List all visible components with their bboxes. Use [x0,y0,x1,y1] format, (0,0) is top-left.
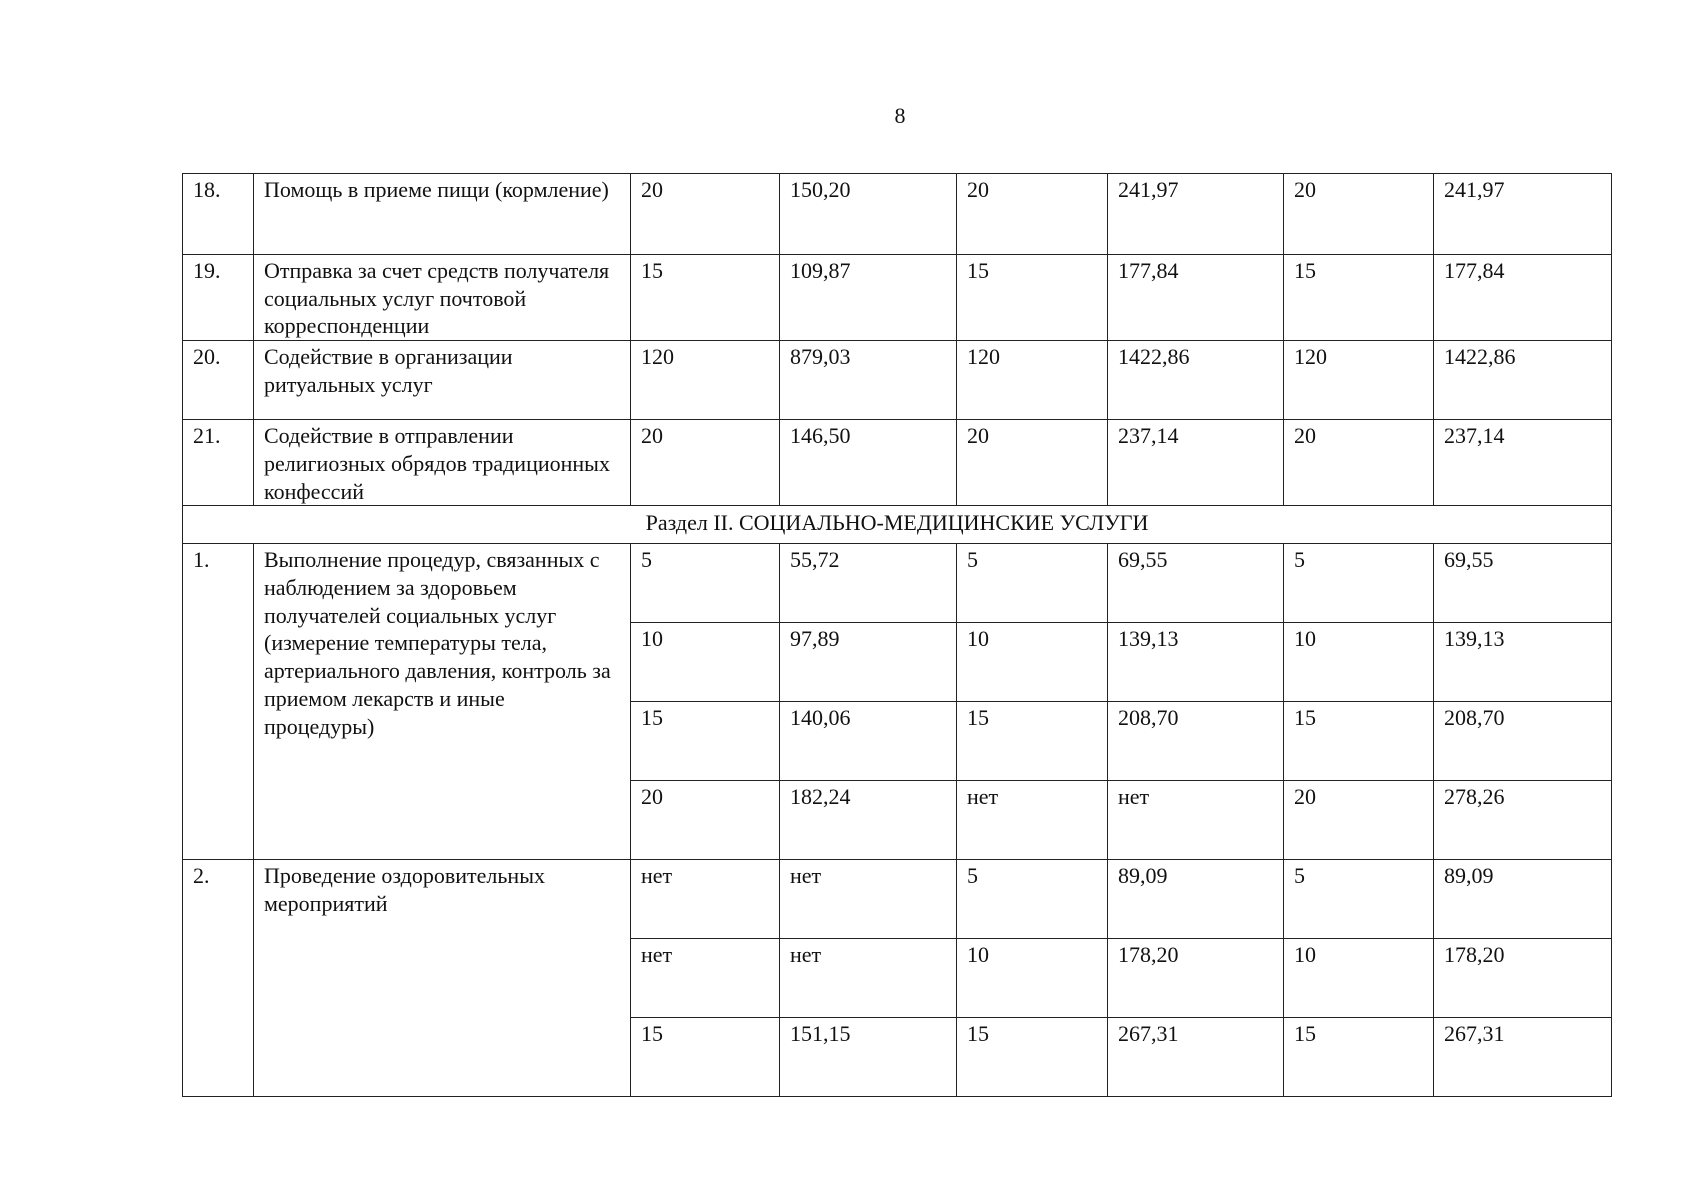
section-header-row [183,506,1612,544]
cell-value: 267,31 [1108,1018,1284,1097]
service-name: Проведение оздоровительных мероприятий [254,860,631,1097]
table-row [183,860,1612,939]
table-row [183,544,1612,623]
cell-value: 20 [631,420,780,506]
cell-value: 20 [1284,420,1434,506]
cell-value: 69,55 [1108,544,1284,623]
row-number: 19. [183,255,254,341]
cell-value: 237,14 [1108,420,1284,506]
cell-value: 5 [631,544,780,623]
cell-value: 1422,86 [1434,341,1612,420]
table-row [183,341,1612,420]
cell-value: 5 [1284,544,1434,623]
cell-value: 120 [631,341,780,420]
cell-value: 10 [631,623,780,702]
cell-value: 20 [631,781,780,860]
cell-value: 69,55 [1434,544,1612,623]
cell-value: 150,20 [780,174,957,255]
cell-value: 15 [957,702,1108,781]
cell-value: 177,84 [1108,255,1284,341]
cell-value: 208,70 [1434,702,1612,781]
cell-value: 177,84 [1434,255,1612,341]
cell-value: 146,50 [780,420,957,506]
cell-value: 55,72 [780,544,957,623]
cell-value: 208,70 [1108,702,1284,781]
cell-value: 15 [957,255,1108,341]
cell-value: нет [957,781,1108,860]
cell-value: 20 [957,174,1108,255]
cell-value: 15 [631,1018,780,1097]
service-name: Выполнение процедур, связанных с наблюдением за здоровьем получателей социальных услуг (измерение температуры тела, артериального давления, контроль за приемом лекарств и иные процедуры) [254,544,631,860]
cell-value: 182,24 [780,781,957,860]
cell-value: 140,06 [780,702,957,781]
cell-value: 109,87 [780,255,957,341]
page-number: 8 [894,103,906,128]
cell-value: 10 [957,623,1108,702]
cell-value: 241,97 [1108,174,1284,255]
cell-value: 15 [1284,255,1434,341]
cell-value: 237,14 [1434,420,1612,506]
cell-value: 178,20 [1434,939,1612,1018]
cell-value: 267,31 [1434,1018,1612,1097]
cell-value: нет [1108,781,1284,860]
cell-value: 20 [957,420,1108,506]
cell-value: 1422,86 [1108,341,1284,420]
cell-value: 10 [1284,939,1434,1018]
cell-value: 278,26 [1434,781,1612,860]
table-row [183,255,1612,341]
cell-value: нет [631,939,780,1018]
service-name: Содействие в организации ритуальных услуг [254,341,631,420]
cell-value: 10 [957,939,1108,1018]
cell-value: нет [780,860,957,939]
row-number: 20. [183,341,254,420]
cell-value: 89,09 [1434,860,1612,939]
cell-value: 241,97 [1434,174,1612,255]
service-name: Помощь в приеме пищи (кормление) [254,174,631,255]
cell-value: 5 [1284,860,1434,939]
cell-value: 10 [1284,623,1434,702]
row-number: 21. [183,420,254,506]
service-name: Отправка за счет средств получателя социальных услуг почтовой корреспонденции [254,255,631,341]
table-row [183,174,1612,255]
cell-value: 15 [631,702,780,781]
cell-value: 178,20 [1108,939,1284,1018]
cell-value: 5 [957,860,1108,939]
table-row [183,420,1612,506]
cell-value: 15 [631,255,780,341]
cell-value: 139,13 [1108,623,1284,702]
cell-value: 120 [957,341,1108,420]
cell-value: 15 [1284,1018,1434,1097]
cell-value: нет [631,860,780,939]
cell-value: 97,89 [780,623,957,702]
cell-value: 15 [957,1018,1108,1097]
tariff-table [182,173,1612,1097]
cell-value: 120 [1284,341,1434,420]
section-title: Раздел II. СОЦИАЛЬНО-МЕДИЦИНСКИЕ УСЛУГИ [183,506,1612,544]
cell-value: 89,09 [1108,860,1284,939]
cell-value: нет [780,939,957,1018]
row-number: 2. [183,860,254,1097]
row-number: 1. [183,544,254,860]
cell-value: 879,03 [780,341,957,420]
cell-value: 5 [957,544,1108,623]
cell-value: 20 [1284,781,1434,860]
cell-value: 139,13 [1434,623,1612,702]
row-number: 18. [183,174,254,255]
cell-value: 151,15 [780,1018,957,1097]
service-name: Содействие в отправлении религиозных обрядов традиционных конфессий [254,420,631,506]
cell-value: 20 [1284,174,1434,255]
cell-value: 15 [1284,702,1434,781]
cell-value: 20 [631,174,780,255]
